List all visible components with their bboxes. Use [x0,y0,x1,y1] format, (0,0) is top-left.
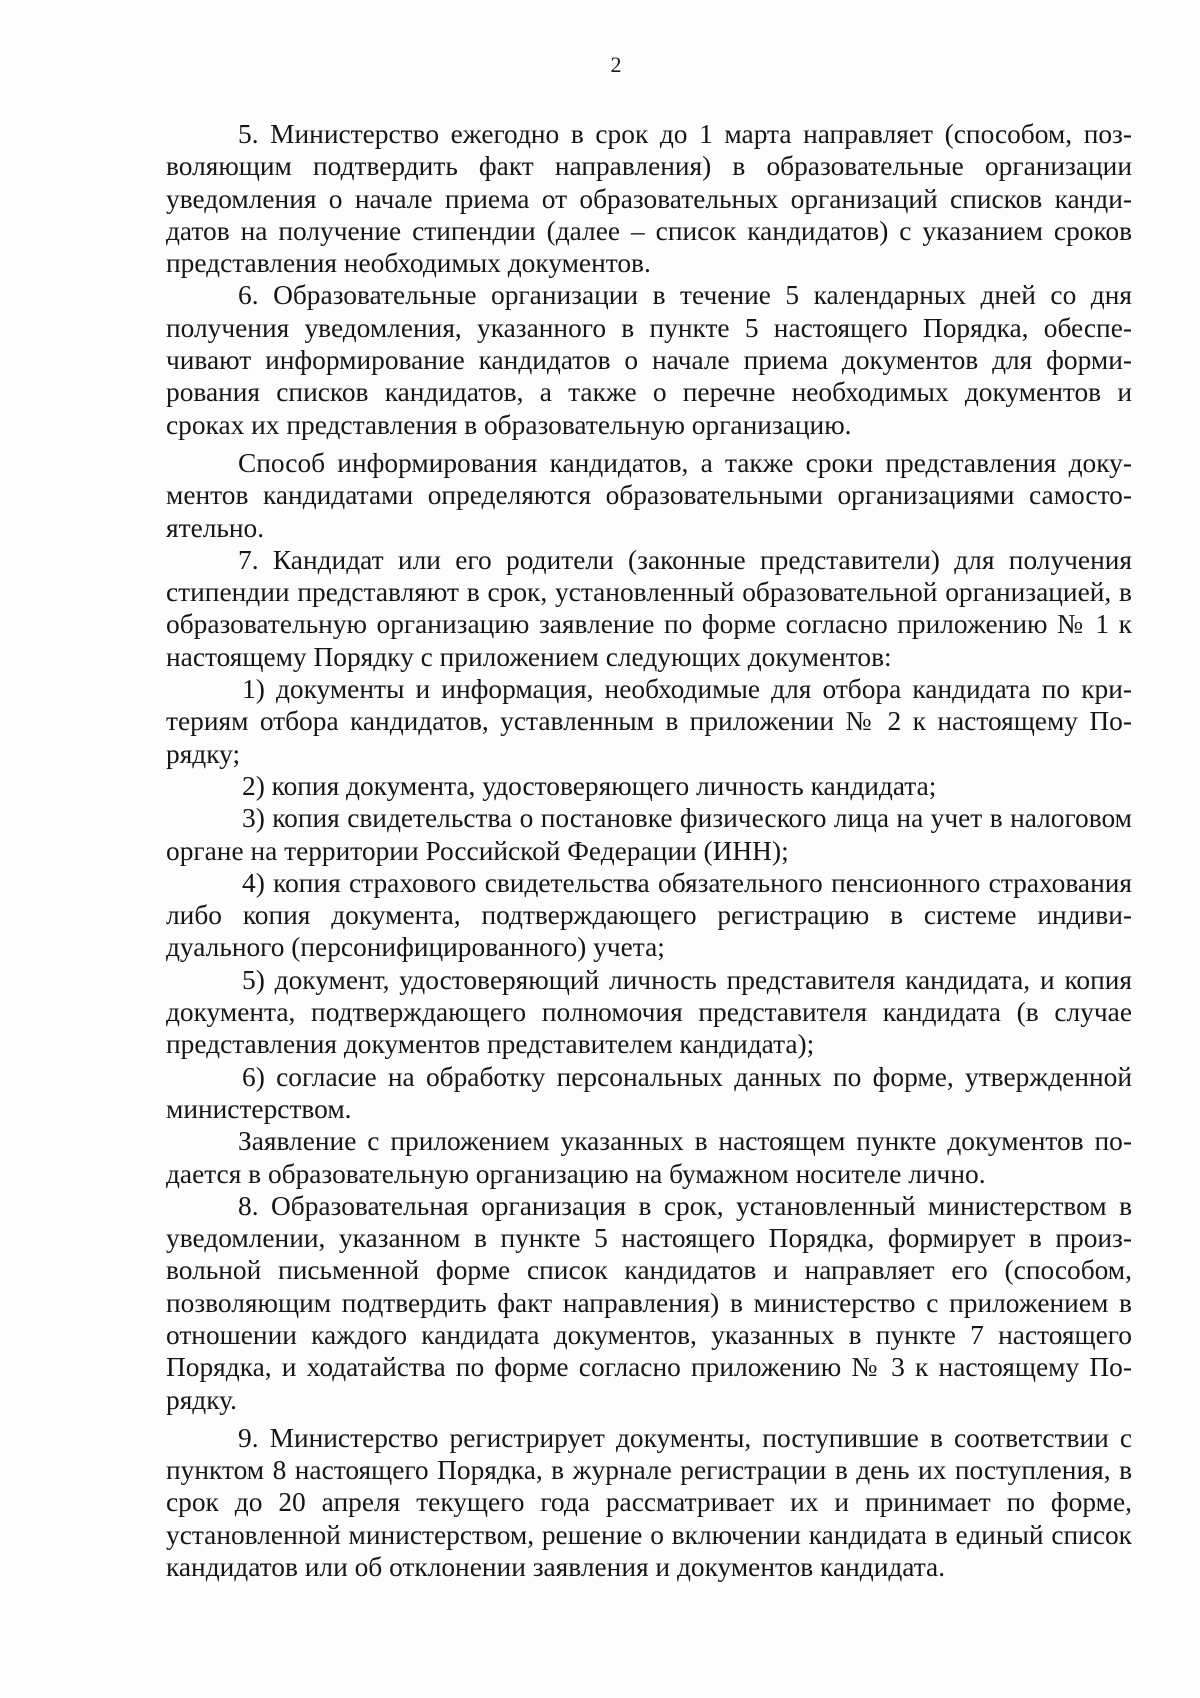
paragraph-9: 9. Министерство регистрирует документы, поступившие в соответствии с пунктом 8 настоящего Порядка, в журнале регистрации в день их поступления, в срок до 20 апреля текущего года рассматривает их и принимает по форме, установленной министерством, решение о включении кандидата в единый список кандидатов или об отклонении заявления и документов кандидата. [166,1422,1132,1583]
paragraph-7: 7. Кандидат или его родители (законные представители) для получения стипендии представляют в срок, установленный образовательной организацией, в образовательную организацию заявление по форме согласно приложению № 1 к настоящему Порядку с приложением следующих документов: [166,544,1132,672]
paragraph-8: 8. Образовательная организация в срок, установленный министерством в уведомлении, указанном в пункте 5 настоящего Порядка, формирует в произвольной письменной форме список кандидатов и направляет его (способом, позволяющим подтвердить факт направления) в министерство с приложением в отношении каждого кандидата документов, указанных в пункте 7 настоящего Порядка, и ходатайства по форме согласно приложению № 3 к настоящему Порядку. [166,1190,1132,1415]
list-item-5: 5) документ, удостоверяющий личность представителя кандидата, и копия документа, подтверждающего полномочия представителя кандидата (в случае представления документов представителем кандидата); [166,964,1132,1060]
list-item-6: 6) согласие на обработку персональных данных по форме, утвержденной министерством. [166,1061,1132,1124]
list-item-4: 4) копия страхового свидетельства обязательного пенсионного страхования либо копия документа, подтверждающего регистрацию в системе индивидуального (персонифицированного) учета; [166,867,1132,963]
paragraph-6: 6. Образовательные организации в течение 5 календарных дней со дня получения уведомления, указанного в пункте 5 настоящего Порядка, обеспечивают информирование кандидатов о начале приема документов для формирования списков кандидатов, а также о перечне необходимых документов и сроках их представления в образовательную организацию. [166,280,1132,440]
list-item-2: 2) копия документа, удостоверяющего личность кандидата; [242,770,937,801]
list-item-3: 3) копия свидетельства о постановке физического лица на учет в налоговом органе на территории Российской Федерации (ИНН); [166,803,1132,866]
page-number: 2 [610,52,622,77]
paragraph-6-note: Способ информирования кандидатов, а также сроки представления документов кандидатами определяются образовательными организациями самостоятельно. [166,447,1132,543]
paragraph-7-note: Заявление с приложением указанных в настоящем пункте документов подается в образовательную организацию на бумажном носителе лично. [166,1126,1132,1189]
list-item-1: 1) документы и информация, необходимые для отбора кандидата по критериям отбора кандидатов, уставленным в приложении № 2 к настоящему Порядку; [166,674,1132,769]
paragraph-5: 5. Министерство ежегодно в срок до 1 марта направляет (способом, позволяющим подтвердить факт направления) в образовательные организации уведомления о начале приема от образовательных организаций списков кандидатов на получение стипендии (далее – список кандидатов) с указанием сроков представления необходимых документов. [166,119,1132,279]
document-body [166,118,1132,1583]
